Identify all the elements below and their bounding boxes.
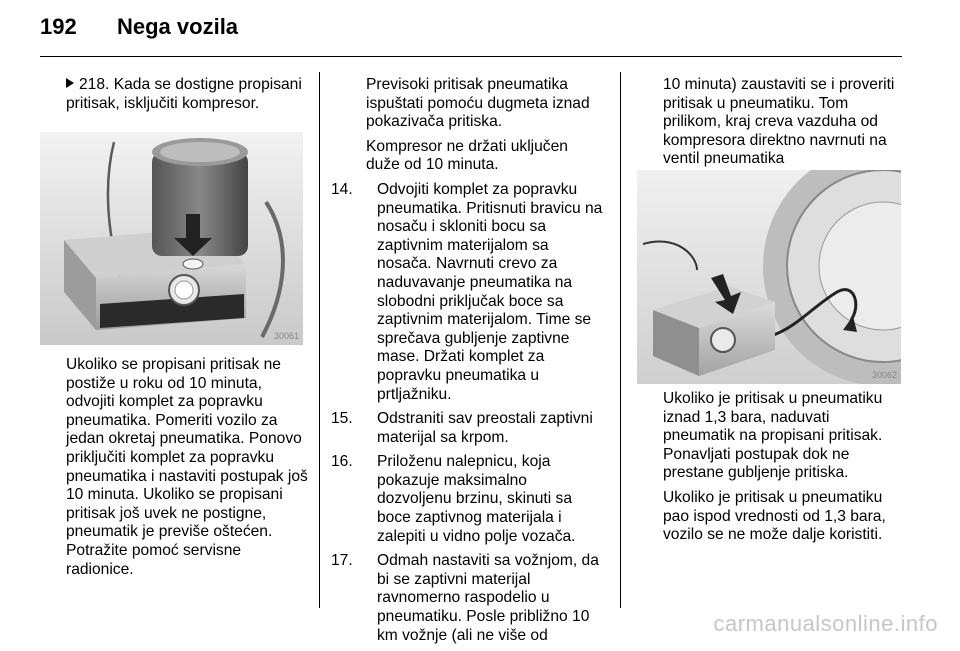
below-threshold-paragraph: Ukoliko je pritisak u pneumatiku pao ispod vrednosti od 1,3 bara, vozilo se ne može dalje koristiti. bbox=[663, 488, 886, 544]
step-text: Priloženu nalepnicu, koja pokazuje maksimalno dozvoljenu brzinu, skinuti sa boce zaptivnog materijala i zalepiti u vidno polje vozača. bbox=[377, 453, 576, 545]
step-number: 16. bbox=[331, 453, 353, 471]
step-text: Odstraniti sav preostali zaptivni materijal sa krpom. bbox=[377, 410, 593, 446]
column-3 bbox=[663, 76, 903, 175]
step-item bbox=[331, 552, 605, 645]
column-3-text bbox=[663, 390, 903, 551]
tyre-figure bbox=[637, 170, 901, 384]
step-text: Odmah nastaviti sa vožnjom, da bi se zaptivni materijal ravnomerno raspodelio u pneumatiku. Posle približno 10 km vožnje (ali ne više od bbox=[377, 552, 599, 644]
column-1 bbox=[66, 76, 308, 119]
compressor-figure bbox=[40, 132, 303, 345]
step-number: 15. bbox=[331, 410, 353, 428]
page-header bbox=[0, 0, 960, 64]
page-reference-arrow-icon bbox=[66, 78, 74, 88]
steps-list bbox=[331, 181, 605, 645]
tyre-inflation-illustration bbox=[637, 170, 901, 384]
column-divider-2 bbox=[620, 72, 621, 608]
intro-paragraph bbox=[66, 76, 308, 113]
page-reference[interactable]: 218 bbox=[79, 76, 106, 93]
time-limit-paragraph: Kompresor ne držati uključen duže od 10 minuta. bbox=[366, 137, 568, 174]
check-pressure-paragraph: 10 minuta) zaustaviti se i proveriti pritisak u pneumatiku. Tom prilikom, kraj creva vazduha od kompresora direktno navrnuti na ventil pneumatika bbox=[663, 76, 895, 168]
step-number: 17. bbox=[331, 552, 353, 570]
section-title: Nega vozila bbox=[117, 14, 239, 39]
step-item bbox=[331, 453, 605, 546]
page-number: 192 bbox=[40, 14, 77, 39]
watermark: carmanualsonline.info bbox=[713, 611, 938, 636]
header-rule bbox=[40, 56, 902, 57]
step-item bbox=[331, 410, 605, 447]
step-text: Odvojiti komplet za popravku pneumatika. Pritisnuti bravicu na nosaču i skloniti bocu sa zaptivnim materijalom sa nosača. Navrnuti crevo za naduvavanje pneumatika na slobodni priključak boce sa zaptivnim materijalom. Time se sprečava gubljenje zaptivne mase. Držati komplet za popravku pneumatika u prtljažniku. bbox=[377, 180, 603, 403]
intro-text: . Kada se dostigne propisani pritisak, isključiti kompresor. bbox=[66, 76, 302, 112]
column-divider-1 bbox=[319, 72, 320, 608]
figure-code: 30062 bbox=[871, 370, 897, 380]
column-1-text bbox=[66, 356, 308, 585]
step-number: 14. bbox=[331, 180, 353, 198]
pressure-not-reached-paragraph: Ukoliko se propisani pritisak ne postiže u roku od 10 minuta, odvojiti komplet za popravku pneumatika. Pomeriti vozilo za jedan okretaj pneumatika. Ponovo priključiti komplet za popravku pneumatika i nastaviti postupak još 10 minuta. Ukoliko se propisani pritisak još uvek ne postigne, pneumatik je previše oštećen. Potražite pomoć servisne radionice. bbox=[66, 356, 308, 578]
figure-code: 30061 bbox=[273, 331, 299, 341]
step-item bbox=[331, 181, 605, 404]
column-2 bbox=[331, 76, 605, 651]
above-threshold-paragraph: Ukoliko je pritisak u pneumatiku iznad 1,3 bara, naduvati pneumatik na propisani pritisak. Ponavljati postupak dok ne prestane gubljenje pritiska. bbox=[663, 390, 883, 482]
overpressure-paragraph: Previsoki pritisak pneumatika ispuštati pomoću dugmeta iznad pokazivača pritiska. bbox=[366, 76, 590, 131]
compressor-illustration bbox=[40, 132, 303, 345]
